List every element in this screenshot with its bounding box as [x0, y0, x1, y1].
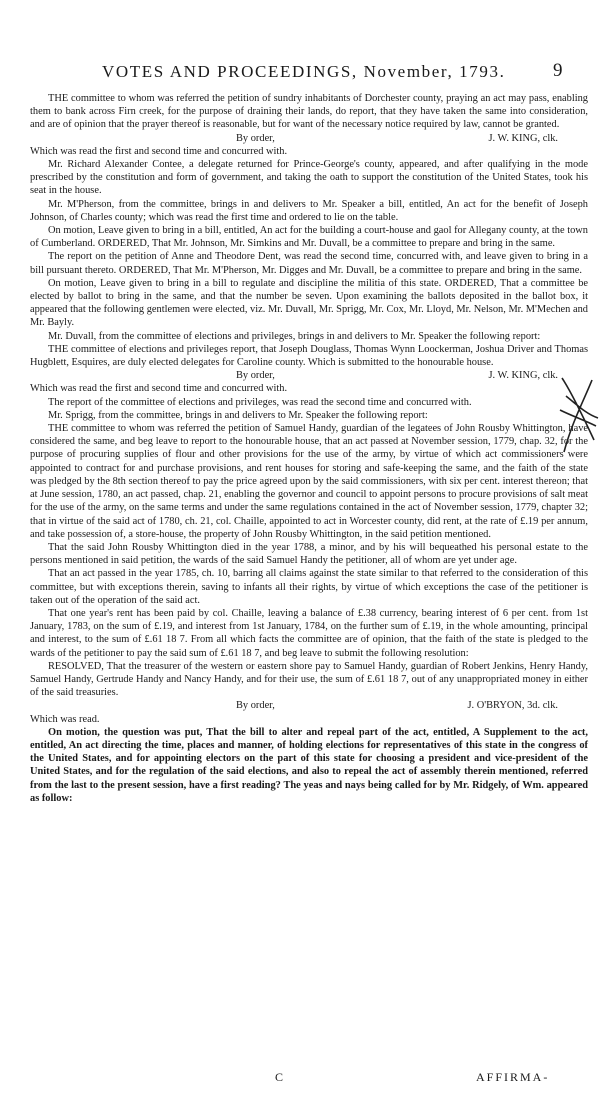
paragraph-elections-bill-question: On motion, the question was put, That the bill to alter and repeal part of the act, entitled, A Supplement to the act, entitled, An act directing the time, places and manner, of holding elections for representatives of this state in the congress of the United States, and for appointing electors on the part of this state for choosing a president and vice-president of the United States, and for the regulation of the said elections, and also to repeal the act of assembly therein mentioned, referred from the last to the present session, have a first reading? The yeas and nays being called for by Mr. Ridgely, of Wm. appeared as follow:	[30, 726, 588, 804]
paragraph-dorchester-report: THE committee to whom was referred the petition of sundry inhabitants of Dorchester county, praying an act may pass, enabling them to bank across Firn creek, for the purpose of draining their lands, do report, that they have taken the same into consideration, and are of opinion that the prayer thereof is reasonable, but for want of the necessary notice required by law, cannot be granted.	[30, 93, 588, 131]
page-footer	[0, 1070, 600, 1086]
paragraph-rent-balance: That one year's rent has been paid by col. Chaille, leaving a balance of £.38 currency, bearing interest of 6 per cent. from 1st January, 1783, on the sum of £.19, and interest from 1st January, 1784, on the further sum of £.19, in the whole amounting, principal and interest, to the sum of £.61 18 7. From all which facts the committee are of opinion, that the faith of the state is pledged to the wards of the petitioner to pay the said sum of £.61 18 7, and beg leave to submit the following resolution:	[30, 607, 588, 659]
paragraph-contee-seated: Mr. Richard Alexander Contee, a delegate returned for Prince-George's county, appeared, and after qualifying in the mode prescribed by the constitution and form of government, and taking the oath to support the constitution of the United States, took his seat in the house.	[30, 159, 588, 197]
paragraph-sprigg-report: Mr. Sprigg, from the committee, brings in and delivers to Mr. Speaker the following report:	[48, 409, 428, 421]
signature-by-order: By order,	[236, 370, 275, 382]
signature-clerk: J. O'BRYON, 3d. clk.	[467, 700, 558, 712]
paragraph-caroline-report: THE committee of elections and privileges report, that Joseph Douglass, Thomas Wynn Loockerman, Joshua Driver and Thomas Hugblett, Esquires, are duly elected delegates for Caroline county. Which is submitted to the honourable house.	[30, 343, 588, 369]
paragraph-allegany-courthouse: On motion, Leave given to bring in a bill, entitled, An act for the building a court-house and gaol for Allegany county, at the town of Cumberland. ORDERED, That Mr. Johnson, Mr. Simkins and Mr. Duvall, be a committee to prepare and bring in the same.	[30, 225, 588, 250]
signature-line	[30, 369, 588, 382]
signature-line	[30, 699, 588, 712]
paragraph-read-concurred: Which was read the first and second time and concurred with.	[30, 145, 288, 157]
document-body	[30, 92, 588, 805]
margin-cross-mark-icon	[556, 370, 600, 460]
running-header	[0, 62, 600, 84]
paragraph-read-concurred: Which was read the first and second time and concurred with.	[30, 383, 288, 395]
signature-by-order: By order,	[236, 132, 275, 144]
signature-clerk: J. W. KING, clk.	[488, 370, 558, 382]
signature-clerk: J. W. KING, clk.	[488, 132, 558, 144]
paragraph-handy-petition: THE committee to whom was referred the petition of Samuel Handy, guardian of the legatees of John Rousby Whittington, have considered the same, and beg leave to report to the honourable house, that an act passed at November session, 1779, chap. 32, for the purpose of procuring supplies of flour and other provisions for the use of the army, by virtue of which act commissioners were appointed to contract for and purchase provisions, and rent houses for storing and safe-keeping the same, and the faith of the state was pledged by the 8th section thereof to pay the price agreed upon by the said commissioners, with six per cent. interest thereon; that at June session, 1780, an act passed, chap. 21, enabling the governor and council to appoint persons to procure provisions of salt meat for the use of the army, on the same terms and under the same regulations contained in the act of November session, 1779, chapter 32; that in virtue of the said act of 1780, ch. 21, col. Chaille, appointed to act in Worcester county, did rent, at the rate of £.19 per annum, and take possession of, a store-house, the property of John Rousby Whittington, in the said petition mentioned.	[30, 423, 588, 540]
paragraph-johnson-bill: Mr. M'Pherson, from the committee, brings in and delivers to Mr. Speaker a bill, entitled, An act for the benefit of Joseph Johnson, of Charles county; which was read the first time and ordered to lie on the table.	[30, 198, 588, 223]
paragraph-militia-bill: On motion, Leave given to bring in a bill to regulate and discipline the militia of this state. ORDERED, That a committee be elected by ballot to bring in the same, and that the number be seven. Upon examining the ballots deposited in the ballot box, it appeared that the following gentlemen were elected, viz. Mr. Duvall, Mr. Sprigg, Mr. Cox, Mr. Lloyd, Mr. Nelson, Mr. M'Mechen and Mr. Bayly.	[30, 277, 588, 329]
running-title: VOTES AND PROCEEDINGS, November, 1793.	[102, 62, 506, 81]
signature-by-order: By order,	[236, 700, 275, 712]
paragraph-dent-petition: The report on the petition of Anne and Theodore Dent, was read the second time, concurred with, and leave given to bring in a bill pursuant thereto. ORDERED, That Mr. M'Pherson, Mr. Digges and Mr. Duvall, be a committee to prepare and bring in the same.	[30, 251, 588, 276]
signature-mark: C	[275, 1070, 284, 1084]
paragraph-elections-second-reading: The report of the committee of elections and privileges, was read the second time and concurred with.	[48, 396, 472, 408]
paragraph-whittington-will: That the said John Rousby Whittington died in the year 1788, a minor, and by his will bequeathed his personal estate to the persons mentioned in said petition, the wards of the said Samuel Handy the petitioner, all of whom are yet under age.	[30, 541, 588, 567]
catchword: AFFIRMA-	[476, 1070, 550, 1084]
page-number: 9	[553, 60, 563, 81]
signature-line	[30, 132, 588, 145]
paragraph-elections-committee: Mr. Duvall, from the committee of elections and privileges, brings in and delivers to Mr. Speaker the following report:	[48, 330, 541, 342]
paragraph-which-was-read: Which was read.	[30, 713, 100, 725]
paragraph-resolved: RESOLVED, That the treasurer of the western or eastern shore pay to Samuel Handy, guardian of Robert Jenkins, Henry Handy, Samuel Handy, Gertrude Handy and Nancy Handy, and for their use, the sum of £.61 18 7, out of any unappropriated money in either of the said treasuries.	[30, 660, 588, 699]
paragraph-act-1785: That an act passed in the year 1785, ch. 10, barring all claims against the state similar to that referred to the consideration of this committee, but with exceptions therein, saving to infants all their rights, by virtue of which exceptions the case of the petitioner is taken out of the operation of the said act.	[30, 568, 588, 606]
